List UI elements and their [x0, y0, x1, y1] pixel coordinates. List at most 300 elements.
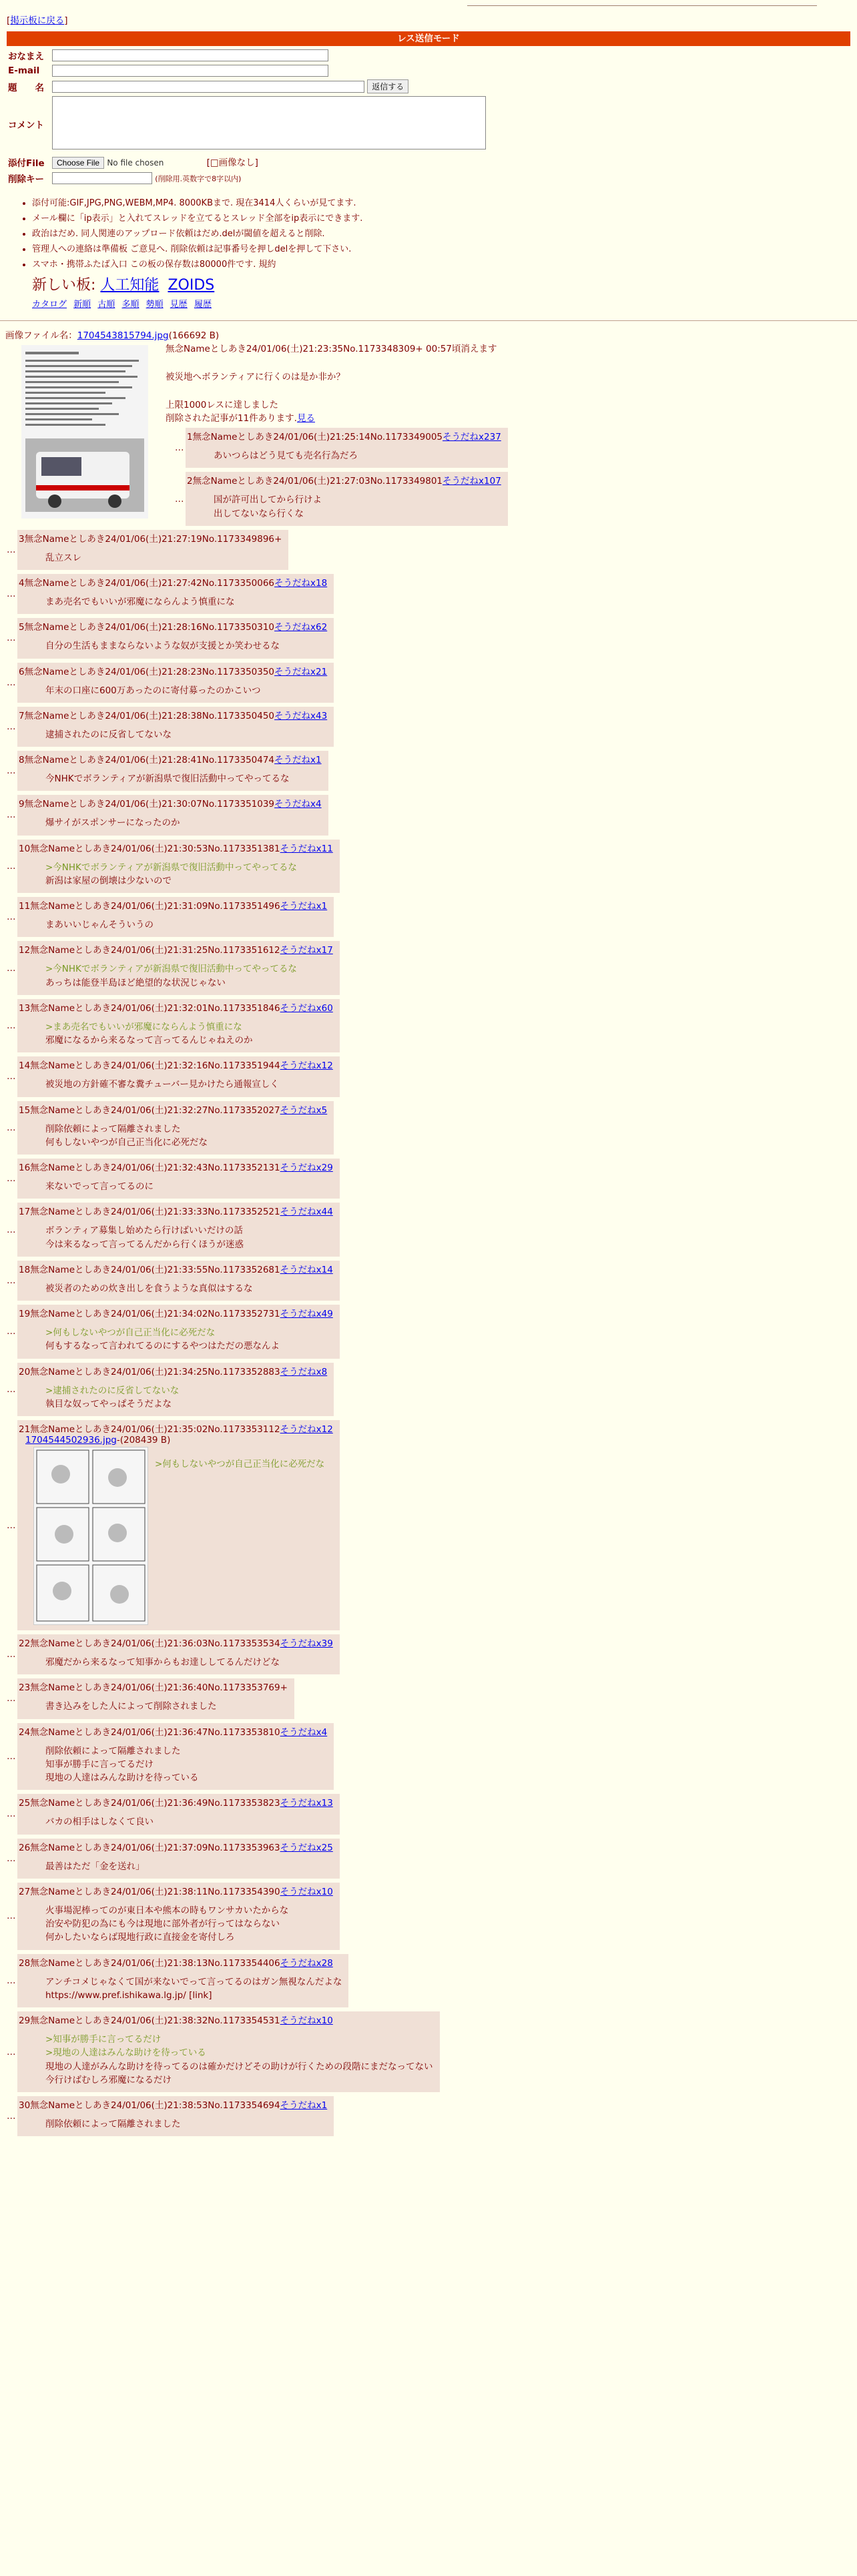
- reply-post: [17, 1634, 340, 1674]
- reply-header[interactable]: 無念Nameとしあき24/01/06(土)21:32:43No.1173352131: [30, 1163, 280, 1173]
- soudane-button[interactable]: そうだねx12: [280, 1424, 333, 1435]
- reply-post: [17, 1363, 334, 1417]
- reply-header[interactable]: 無念Nameとしあき24/01/06(土)21:27:19No.1173349896+: [24, 533, 282, 545]
- reply-text-line: 何もしないやつが自己正当化に必死だな: [45, 1137, 208, 1148]
- soudane-button[interactable]: そうだねx62: [274, 622, 328, 633]
- reply-post: [17, 1101, 334, 1155]
- soudane-button[interactable]: そうだねx43: [274, 710, 328, 721]
- reply-post: [17, 1678, 294, 1718]
- reply-post: [17, 941, 340, 995]
- reply-row: [0, 999, 857, 1053]
- reply-header[interactable]: 無念Nameとしあき24/01/06(土)21:37:09No.1173353963: [30, 1842, 280, 1853]
- reply-post: [186, 428, 508, 468]
- note-item: • スマホ・携帯ふたば入口 この板の保存数は80000件です. 規約: [32, 257, 857, 270]
- soudane-button[interactable]: そうだねx11: [280, 843, 333, 854]
- subject-input[interactable]: [52, 81, 364, 93]
- reply-post: [17, 1305, 340, 1359]
- reply-text-line: 年末の口座に600万あったのに寄付募ったのかこいつ: [45, 685, 261, 696]
- soudane-button[interactable]: そうだねx12: [280, 1060, 333, 1072]
- subject-label: 題 名: [8, 82, 44, 93]
- soudane-button[interactable]: そうだねx10: [280, 2015, 333, 2026]
- reply-post: [17, 618, 334, 658]
- reply-row: [0, 795, 857, 835]
- reply-handle[interactable]: …: [7, 1020, 16, 1031]
- reply-handle[interactable]: …: [7, 860, 16, 872]
- reply-row: [0, 1954, 857, 2008]
- reply-handle[interactable]: …: [175, 493, 184, 505]
- reply-number: 11: [19, 901, 31, 912]
- reply-handle[interactable]: …: [7, 1750, 16, 1762]
- reply-text-line: 自分の生活もままならないような奴が支援とか笑わせるな: [45, 641, 280, 652]
- reply-post: [17, 663, 334, 703]
- reply-body: [45, 1180, 333, 1193]
- soudane-button[interactable]: そうだねx1: [274, 755, 322, 765]
- reply-text-line: 乱立スレ: [45, 552, 81, 563]
- reply-text-line: 今NHKでボランティアが新潟県で復旧活動中ってやってるな: [45, 773, 290, 784]
- post-form: [7, 47, 487, 186]
- reply-text-line: 今は来るなって言ってるんだから行くほうが迷惑: [45, 1239, 244, 1250]
- reply-post: [17, 2011, 440, 2092]
- note-item: • 管理人への連絡は準備板 ご意見へ. 削除依頼は記事番号を押しdelを押して下さい.: [32, 242, 857, 254]
- reply-header[interactable]: 無念Nameとしあき24/01/06(土)21:38:32No.1173354531: [30, 2015, 280, 2026]
- reply-text-line: 最善はただ「金を送れ」: [45, 1861, 145, 1872]
- reply-handle[interactable]: …: [7, 544, 16, 555]
- reply-handle[interactable]: …: [7, 2046, 16, 2057]
- reply-header[interactable]: 無念Nameとしあき24/01/06(土)21:27:03No.1173349801: [192, 476, 443, 487]
- reply-header[interactable]: 無念Nameとしあき24/01/06(土)21:31:25No.1173351612: [30, 945, 280, 956]
- quote-line: >まあ売名でもいいが邪魔にならんよう慎重にな: [45, 1021, 242, 1032]
- soudane-button[interactable]: そうだねx18: [274, 578, 328, 589]
- reply-number: 16: [19, 1163, 31, 1173]
- reply-post: [17, 2096, 334, 2136]
- soudane-button[interactable]: そうだねx1: [280, 901, 328, 912]
- reply-header[interactable]: 無念Nameとしあき24/01/06(土)21:32:27No.1173352027: [30, 1104, 280, 1116]
- reply-header[interactable]: 無念Nameとしあき24/01/06(土)21:31:09No.1173351496: [30, 901, 280, 912]
- soudane-button[interactable]: そうだねx4: [280, 1726, 328, 1738]
- reply-body: [45, 962, 333, 990]
- reply-number: 5: [19, 622, 25, 633]
- reply-text-line: 執目な奴ってやっぱそうだよな: [45, 1398, 172, 1409]
- reply-text-line: まあいいじゃんそういうの: [45, 920, 154, 930]
- soudane-button[interactable]: そうだねx21: [274, 666, 328, 677]
- deleted-notice-line: 書き込みをした人によって削除されました: [45, 1701, 217, 1712]
- reply-header[interactable]: 無念Nameとしあき24/01/06(土)21:28:38No.1173350450: [24, 710, 275, 721]
- reply-text-line: 国が許可出してから行けよ: [214, 495, 322, 506]
- op-text: 被災地へボランティアに行くのは是か非か？: [166, 372, 345, 382]
- op-expire: 00:57頃消えます: [426, 344, 497, 354]
- reply-number: 26: [19, 1842, 31, 1853]
- reply-header[interactable]: 無念Nameとしあき24/01/06(土)21:28:16No.1173350310: [24, 622, 275, 633]
- comment-label: コメント: [8, 120, 44, 131]
- reply-text-line: 今行けばむしろ邪魔になるだけ: [45, 2074, 172, 2085]
- soudane-button[interactable]: そうだねx8: [280, 1366, 328, 1377]
- reply-handle[interactable]: …: [7, 1275, 16, 1286]
- op-header[interactable]: 無念Nameとしあき24/01/06(土)21:23:35No.1173348309+: [166, 344, 423, 354]
- reply-text-line: 被災者のための炊き出しを食うような真似はするな: [45, 1283, 253, 1294]
- reply-row: [0, 1363, 857, 1417]
- reply-header[interactable]: 無念Nameとしあき24/01/06(土)21:30:53No.1173351381: [30, 843, 280, 854]
- name-label: おなまえ: [8, 51, 44, 62]
- board-notes: [32, 196, 857, 270]
- no-image-checkbox[interactable]: [□画像なし]: [206, 157, 258, 168]
- reply-number: 7: [19, 710, 25, 721]
- reply-handle[interactable]: …: [7, 677, 16, 688]
- email-label: E-mail: [8, 65, 40, 76]
- reply-row: [0, 1056, 857, 1096]
- reply-body: [45, 2118, 327, 2131]
- reply-row: [0, 663, 857, 703]
- reply-number: 18: [19, 1264, 31, 1275]
- reply-post: [17, 1839, 340, 1879]
- reply-row: [0, 941, 857, 995]
- op-post: [7, 328, 857, 424]
- reply-text-line: 現地の人達がみんな助けを待ってるのは確かだけどその助けが行くための段階にまだなってない: [45, 2061, 433, 2072]
- reply-header[interactable]: 無念Nameとしあき24/01/06(土)21:38:13No.1173354406: [30, 1957, 280, 1969]
- note-item: • メール欄に「ip表示」と入れてスレッドを立てるとスレッド全部をip表示にできます.: [32, 211, 857, 224]
- reply-row: [0, 1203, 857, 1257]
- op-image-link[interactable]: 1704543815794.jpg: [77, 330, 169, 341]
- reply-number: 25: [19, 1798, 31, 1809]
- name-input[interactable]: [52, 49, 328, 61]
- reply-post: [17, 840, 340, 894]
- reply-text-line: 現地の人達はみんな助けを待っている: [45, 1773, 199, 1783]
- reply-row: [0, 1159, 857, 1199]
- soudane-button[interactable]: そうだねx14: [280, 1264, 333, 1275]
- reply-number: 3: [19, 533, 25, 545]
- back-to-board: [掲示板に戻る]: [7, 15, 68, 26]
- reply-row: [0, 1261, 857, 1301]
- reply-row: [0, 1420, 857, 1630]
- reply-handle[interactable]: …: [7, 1173, 16, 1185]
- quote-line: >何もしないやつが自己正当化に必死だな: [45, 1327, 216, 1338]
- new-board-link[interactable]: ZOIDS: [168, 277, 215, 294]
- reply-post: [17, 1203, 340, 1257]
- reply-body: [45, 684, 327, 697]
- reply-handle[interactable]: …: [7, 1649, 16, 1660]
- top-divider: [467, 5, 817, 6]
- reply-mode-bar: レス送信モード: [7, 31, 850, 46]
- reply-post: [17, 530, 288, 570]
- reply-row: [0, 2096, 857, 2136]
- show-deleted-link[interactable]: 見る: [296, 413, 315, 424]
- reply-text-line: アンチコメじゃなくて国が来ないでって言ってるのはガン無視なんだよな: [45, 1976, 342, 1987]
- reply-text-line: https://www.pref.ishikawa.lg.jp/ [link]: [45, 1989, 212, 2001]
- delkey-label: 削除キー: [8, 174, 44, 185]
- soudane-button[interactable]: そうだねx5: [280, 1104, 328, 1116]
- soudane-button[interactable]: そうだねx1: [280, 2100, 328, 2111]
- reply-text-line: 被災地の方針確不審な糞チューバー見かけたら通報宣しく: [45, 1079, 279, 1090]
- reply-body: [45, 1815, 333, 1829]
- reply-image-size: -(208439 B): [116, 1435, 171, 1445]
- reply-number: 21: [19, 1424, 31, 1435]
- reply-text-line: 火事場泥棒ってのが東日本や熊本の時もワンサカいたからな: [45, 1905, 289, 1916]
- reply-handle[interactable]: …: [7, 912, 16, 923]
- reply-header[interactable]: 無念Nameとしあき24/01/06(土)21:28:41No.1173350474: [24, 755, 275, 765]
- reply-text-line: 出してないなら行くな: [214, 508, 304, 519]
- reply-header[interactable]: 無念Nameとしあき24/01/06(土)21:35:02No.1173353112: [30, 1424, 280, 1435]
- op-thumbnail-art: [21, 345, 148, 519]
- reply-row: [0, 2011, 857, 2092]
- reply-row: [0, 1305, 857, 1359]
- reply-thumbnail[interactable]: [33, 1447, 148, 1625]
- nav-history[interactable]: 履歴: [194, 300, 212, 310]
- reply-post: [17, 795, 328, 835]
- soudane-button[interactable]: そうだねx29: [280, 1163, 333, 1173]
- reply-handle[interactable]: …: [7, 962, 16, 974]
- reply-handle[interactable]: …: [7, 1326, 16, 1337]
- reply-post: [17, 1056, 340, 1096]
- reply-text-line: 知事が勝手に言ってるだけ: [45, 1758, 154, 1770]
- reply-number: 20: [19, 1366, 31, 1377]
- quote-line: >何もしないやつが自己正当化に必死だな: [155, 1459, 325, 1470]
- quote-line: >今NHKでボランティアが新潟県で復旧活動中ってやってるな: [45, 862, 297, 873]
- reply-text-line: 新潟は家屋の倒壊は少ないので: [45, 875, 172, 886]
- soudane-button[interactable]: そうだねx13: [280, 1798, 333, 1809]
- reply-row: [0, 618, 857, 658]
- reply-handle[interactable]: …: [7, 1383, 16, 1395]
- reply-text-line: 邪魔になるから来るなって言ってるんじゃねえのか: [45, 1035, 253, 1046]
- reply-body: [155, 1458, 324, 1471]
- reply-post: [17, 1883, 340, 1950]
- reply-post: [17, 897, 334, 937]
- reply-post: [17, 1159, 340, 1199]
- file-label: 添付File: [8, 157, 45, 169]
- reply-handle[interactable]: …: [7, 1071, 16, 1082]
- reply-body: [45, 1700, 288, 1713]
- reply-header[interactable]: 無念Nameとしあき24/01/06(土)21:32:01No.1173351846: [30, 1002, 280, 1014]
- reply-row: [0, 1634, 857, 1674]
- reply-body: [45, 1384, 327, 1411]
- reply-row: [0, 840, 857, 894]
- reply-header[interactable]: 無念Nameとしあき24/01/06(土)21:30:07No.1173351039: [24, 799, 275, 810]
- reply-number: 29: [19, 2015, 31, 2026]
- reply-header[interactable]: 無念Nameとしあき24/01/06(土)21:36:40No.1173353769+: [30, 1682, 288, 1694]
- reply-handle[interactable]: …: [7, 1122, 16, 1133]
- choose-file-button[interactable]: Choose File: [52, 157, 104, 169]
- reply-row: [168, 428, 857, 468]
- deleted-notice-line: 削除依頼によって隔離されました: [45, 2119, 181, 2130]
- reply-number: 17: [19, 1207, 31, 1218]
- reply-body: [45, 1744, 327, 1785]
- reply-number: 2: [187, 476, 193, 487]
- reply-number: 13: [19, 1002, 31, 1014]
- nav-momentum[interactable]: 勢順: [146, 300, 164, 310]
- reply-text-line: ボランティア募集し始めたら行けばいいだけの話: [45, 1225, 243, 1237]
- reply-number: 6: [19, 666, 25, 677]
- soudane-button[interactable]: そうだねx237: [443, 432, 501, 442]
- reply-handle[interactable]: …: [7, 1693, 16, 1704]
- soudane-button[interactable]: そうだねx107: [443, 476, 501, 487]
- reply-number: 1: [187, 432, 193, 442]
- reply-number: 19: [19, 1309, 31, 1319]
- file-status: No file chosen: [107, 158, 164, 168]
- soudane-button[interactable]: そうだねx28: [280, 1957, 333, 1969]
- back-to-board-link[interactable]: 掲示板に戻る: [10, 15, 65, 26]
- reply-row: [168, 472, 857, 526]
- reply-body: [45, 1975, 342, 2003]
- op-image-label: 画像ファイル名：: [5, 330, 77, 341]
- reply-body: [45, 861, 333, 888]
- reply-handle[interactable]: …: [7, 1520, 16, 1531]
- reply-row: [0, 1678, 857, 1718]
- sub-navigation: [32, 297, 857, 310]
- reply-post: [17, 751, 328, 791]
- email-input[interactable]: [52, 65, 328, 77]
- reply-body: [214, 449, 501, 462]
- reply-header[interactable]: 無念Nameとしあき24/01/06(土)21:33:33No.1173352521: [30, 1207, 280, 1218]
- reply-handle[interactable]: …: [7, 810, 16, 821]
- reply-body: [45, 918, 327, 932]
- comment-textarea[interactable]: [52, 96, 486, 149]
- reply-handle[interactable]: …: [7, 765, 16, 777]
- reply-number: 23: [19, 1682, 31, 1694]
- reply-body: [45, 1860, 333, 1873]
- reply-list: [0, 428, 857, 2136]
- reply-text-line: 邪魔だから来るなって知事からもお達ししてるんだけどな: [45, 1657, 280, 1668]
- reply-row: [0, 1883, 857, 1950]
- reply-header[interactable]: 無念Nameとしあき24/01/06(土)21:25:14No.1173349005: [192, 432, 443, 442]
- reply-header[interactable]: 無念Nameとしあき24/01/06(土)21:32:16No.1173351944: [30, 1060, 280, 1072]
- reply-handle[interactable]: …: [7, 589, 16, 600]
- quote-line: >今NHKでボランティアが新潟県で復旧活動中ってやってるな: [45, 964, 297, 975]
- quote-line: >知事が勝手に言ってるだけ: [45, 2034, 162, 2045]
- reply-body: [45, 595, 327, 609]
- reply-row: [0, 530, 857, 570]
- nav-viewed[interactable]: 見歴: [170, 300, 188, 310]
- soudane-button[interactable]: そうだねx60: [280, 1002, 333, 1014]
- reply-number: 28: [19, 1957, 31, 1969]
- deleted-notice-line: 削除依頼によって隔離されました: [45, 1123, 181, 1135]
- reply-handle[interactable]: …: [7, 1809, 16, 1820]
- reply-body: [45, 1326, 333, 1353]
- reply-body: [45, 1020, 333, 1048]
- reply-header[interactable]: 無念Nameとしあき24/01/06(土)21:36:03No.1173353534: [30, 1638, 280, 1649]
- reply-header[interactable]: 無念Nameとしあき24/01/06(土)21:34:25No.1173352883: [30, 1366, 280, 1377]
- nav-newest[interactable]: 新順: [73, 300, 91, 310]
- reply-body: [45, 816, 322, 830]
- reply-body: [214, 493, 501, 521]
- reply-row: [0, 1794, 857, 1834]
- op-image-size: (166692 B): [168, 330, 220, 341]
- nav-oldest[interactable]: 古順: [97, 300, 115, 310]
- reply-body: [45, 639, 327, 653]
- nav-most[interactable]: 多順: [121, 300, 139, 310]
- reply-number: 15: [19, 1104, 31, 1116]
- reply-post: [17, 999, 340, 1053]
- reply-number: 4: [19, 578, 25, 589]
- reply-text-line: あいつらはどう見ても売名行為だろ: [214, 450, 358, 461]
- reply-number: 12: [19, 945, 31, 956]
- reply-body: [45, 1656, 333, 1669]
- deleted-notice-line: 削除依頼によって隔離されました: [45, 1745, 181, 1756]
- limit-notice: 上限1000レスに達しました: [166, 400, 278, 410]
- reply-number: 30: [19, 2100, 31, 2111]
- reply-body: [45, 2033, 433, 2087]
- delkey-input[interactable]: [52, 172, 152, 184]
- reply-body: [45, 1122, 327, 1150]
- soudane-button[interactable]: そうだねx10: [280, 1886, 333, 1897]
- soudane-button[interactable]: そうだねx25: [280, 1842, 333, 1853]
- reply-row: [0, 707, 857, 747]
- new-board-line: [32, 274, 857, 294]
- reply-post: [17, 574, 334, 614]
- reply-number: 14: [19, 1060, 31, 1072]
- reply-handle[interactable]: …: [7, 1911, 16, 1922]
- reply-header[interactable]: 無念Nameとしあき24/01/06(土)21:36:49No.1173353823: [30, 1798, 280, 1809]
- reply-header[interactable]: 無念Nameとしあき24/01/06(土)21:28:23No.1173350350: [24, 666, 275, 677]
- reply-body: [45, 772, 322, 785]
- soudane-button[interactable]: そうだねx39: [280, 1638, 333, 1649]
- new-board-link[interactable]: 人工知能: [100, 277, 160, 294]
- reply-number: 24: [19, 1726, 31, 1738]
- reply-header[interactable]: 無念Nameとしあき24/01/06(土)21:36:47No.1173353810: [30, 1726, 280, 1738]
- reply-row: [0, 1101, 857, 1155]
- reply-body: [45, 1282, 333, 1295]
- reply-text-line: 爆サイがスポンサーになったのか: [45, 818, 180, 829]
- reply-text-line: 何もするなって言われてるのにするやつはただの悪なんよ: [45, 1341, 280, 1352]
- reply-number: 9: [19, 799, 25, 810]
- reply-row: [0, 897, 857, 937]
- reply-header[interactable]: 無念Nameとしあき24/01/06(土)21:27:42No.1173350066: [24, 578, 275, 589]
- reply-handle[interactable]: …: [175, 442, 184, 454]
- quote-line: >現地の人達はみんな助けを待っている: [45, 2047, 206, 2059]
- reply-number: 8: [19, 755, 25, 765]
- reply-handle[interactable]: …: [7, 1224, 16, 1235]
- soudane-button[interactable]: そうだねx17: [280, 945, 333, 956]
- soudane-button[interactable]: そうだねx4: [274, 799, 322, 810]
- reply-handle[interactable]: …: [7, 1975, 16, 1986]
- reply-text-line: バカの相手はしなくて良い: [45, 1817, 154, 1828]
- reply-handle[interactable]: …: [7, 721, 16, 732]
- reply-body: [45, 551, 282, 565]
- reply-text-line: 何かしたいならば現地行政に直接金を寄付しろ: [45, 1932, 235, 1943]
- reply-row: [0, 1839, 857, 1879]
- new-board-prefix: 新しい板:: [32, 277, 96, 294]
- reply-handle[interactable]: …: [7, 633, 16, 644]
- reply-number: 22: [19, 1638, 31, 1649]
- reply-post: [17, 707, 334, 747]
- reply-image-link[interactable]: 1704544502936.jpg: [25, 1435, 117, 1445]
- reply-text-line: まあ売名でもいいが邪魔にならんよう慎重にな: [45, 597, 235, 607]
- reply-handle[interactable]: …: [7, 2111, 16, 2122]
- reply-header[interactable]: 無念Nameとしあき24/01/06(土)21:38:11No.1173354390: [30, 1886, 280, 1897]
- reply-header[interactable]: 無念Nameとしあき24/01/06(土)21:33:55No.1173352681: [30, 1264, 280, 1275]
- section-divider: [0, 320, 857, 321]
- reply-number: 27: [19, 1886, 31, 1897]
- reply-header[interactable]: 無念Nameとしあき24/01/06(土)21:34:02No.1173352731: [30, 1309, 280, 1319]
- nav-catalog[interactable]: カタログ: [32, 300, 67, 310]
- note-item: • 添付可能:GIF,JPG,PNG,WEBM,MP4. 8000KBまで. 現在3414人くらいが見てます.: [32, 196, 857, 208]
- reply-post: [17, 1420, 340, 1630]
- reply-text-line: 逮捕されたのに反省してないな: [45, 729, 172, 740]
- reply-header[interactable]: 無念Nameとしあき24/01/06(土)21:38:53No.1173354694: [30, 2100, 280, 2111]
- reply-post: [17, 1794, 340, 1834]
- soudane-button[interactable]: そうだねx44: [280, 1207, 333, 1218]
- reply-post: [17, 1954, 348, 2008]
- reply-text-line: 来ないでって言ってるのに: [45, 1181, 154, 1192]
- reply-handle[interactable]: …: [7, 1853, 16, 1864]
- soudane-button[interactable]: そうだねx49: [280, 1309, 333, 1319]
- reply-post: [186, 472, 508, 526]
- deleted-notice: 削除された記事が11件あります.: [166, 413, 297, 424]
- reply-text-line: あっちは能登半島ほど絶望的な状況じゃない: [45, 977, 226, 988]
- delkey-note: (削除用.英数字で8字以内): [155, 174, 242, 184]
- reply-row: [0, 1723, 857, 1791]
- submit-button[interactable]: 返信する: [367, 79, 408, 93]
- op-thumbnail[interactable]: [21, 345, 148, 519]
- reply-post: [17, 1261, 340, 1301]
- reply-row: [0, 751, 857, 791]
